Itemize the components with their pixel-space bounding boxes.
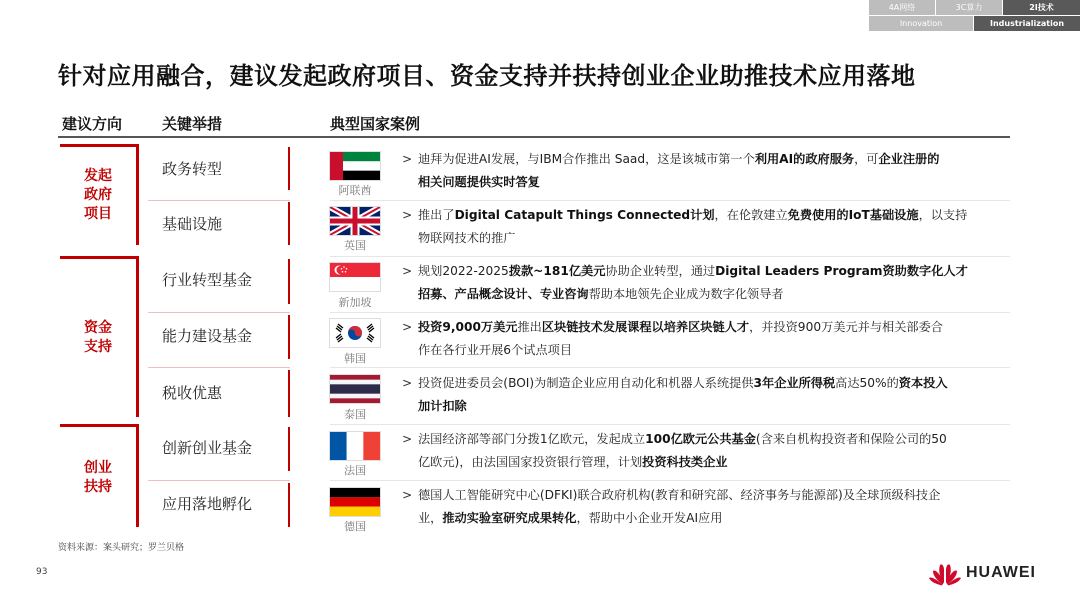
case-segment: 德国人工智能研究中心(DFKI)联合政府机构(教育和研究部、经济事务与能源部)及全球顶级科技企 (418, 488, 941, 502)
header-divider (58, 136, 1010, 138)
case-line (402, 339, 1014, 362)
case-segment: 物联网技术的推广 (418, 231, 516, 245)
case-segment: 高达50%的 (835, 376, 899, 390)
measure-label: 行业转型基金 (162, 271, 253, 289)
case-highlight: Digital Catapult Things Connected计划 (454, 208, 715, 222)
measure-label: 应用落地孵化 (162, 495, 253, 513)
case-highlight: 免费使用的IoT基础设施 (787, 208, 919, 222)
case-line (402, 316, 1014, 339)
bullet-arrow-icon: > (402, 320, 413, 334)
case-highlight: 企业注册的 (878, 152, 940, 166)
case-text (402, 260, 1014, 306)
group-label: 创业 扶持 (84, 460, 112, 495)
case-highlight: 100亿欧元公共基金 (645, 432, 756, 446)
measure-label: 税收优惠 (162, 384, 223, 402)
case-text (402, 484, 1014, 530)
country-label: 阿联酋 (338, 184, 372, 197)
case-segment: ，可 (854, 152, 879, 166)
case-segment: 协助企业转型，通过 (605, 264, 716, 278)
group-government (60, 147, 139, 245)
measure-cell (148, 259, 290, 304)
case-line (402, 260, 1014, 283)
huawei-petal-icon (928, 560, 962, 586)
case-segment: ，在伦敦建立 (714, 208, 788, 222)
nav-tab-4a[interactable]: 4A网络 (869, 0, 935, 15)
case-line (402, 484, 1014, 507)
country-label: 泰国 (344, 408, 366, 421)
case-text (402, 316, 1014, 362)
country-label: 新加坡 (338, 296, 372, 309)
case-segment: 作在各行业开展6个试点项目 (418, 343, 573, 357)
row-divider (148, 200, 290, 201)
case-segment: 业， (418, 511, 443, 525)
nav-row-bottom (868, 16, 1080, 31)
measure-label: 创新创业基金 (162, 439, 253, 457)
case-segment: (含来自机构投资者和保险公司的50 (755, 432, 947, 446)
row-divider (148, 367, 290, 368)
header-cases: 典型国家案例 (330, 115, 421, 133)
case-text (402, 204, 1014, 250)
bullet-arrow-icon: > (402, 264, 413, 278)
case-line (402, 451, 1014, 474)
country-label: 英国 (344, 239, 366, 252)
case-divider (330, 424, 1010, 425)
row-divider (148, 312, 290, 313)
case-segment: 推出 (517, 320, 542, 334)
case-segment: 规划2022-2025 (418, 264, 509, 278)
group-startup (60, 427, 139, 527)
case-segment: 亿欧元)，由法国国家投资银行管理，计划 (418, 455, 643, 469)
case-line (402, 372, 1014, 395)
case-highlight: 加计扣除 (418, 399, 467, 413)
case-highlight: 资本投入 (898, 376, 948, 390)
case-highlight: 投资科技类企业 (642, 455, 728, 469)
case-highlight: 相关问题提供实时答复 (418, 175, 540, 189)
case-highlight: 推动实验室研究成果转化 (442, 511, 577, 525)
singapore-flag-icon (330, 263, 380, 291)
case-segment: 帮助本地领先企业成为数字化领导者 (588, 287, 784, 301)
header-measures: 关键举措 (162, 115, 223, 133)
case-line (402, 204, 1014, 227)
case-highlight: 利用AI的政府服务 (754, 152, 855, 166)
measure-cell (148, 315, 290, 359)
nav-row-top (868, 0, 1080, 15)
case-highlight: 3年企业所得税 (753, 376, 836, 390)
case-segment: 法国经济部等部门分拨1亿欧元，发起成立 (418, 432, 646, 446)
country-label: 德国 (344, 520, 366, 533)
uk-flag-icon (330, 207, 380, 235)
case-line (402, 171, 1014, 194)
case-divider (330, 480, 1010, 481)
france-flag-icon (330, 432, 380, 460)
case-divider (330, 200, 1010, 201)
case-line (402, 227, 1014, 250)
measure-cell (148, 483, 290, 527)
group-label: 资金 支持 (84, 320, 112, 355)
group-label: 发起 政府 项目 (84, 168, 112, 222)
case-highlight: 招募、产品概念设计、专业咨询 (418, 287, 589, 301)
source-note: 资料来源：案头研究；罗兰贝格 (58, 543, 185, 553)
bullet-arrow-icon: > (402, 488, 413, 502)
uae-flag-icon (330, 152, 380, 180)
case-segment: ，以支持 (918, 208, 968, 222)
nav-tab-innovation[interactable]: Innovation (869, 16, 973, 31)
section-nav (868, 0, 1080, 32)
case-segment: 迪拜为促进AI发展，与IBM合作推出 Saad，这是该城市第一个 (418, 152, 755, 166)
case-line (402, 428, 1014, 451)
huawei-logo (928, 560, 1048, 586)
case-line (402, 283, 1014, 306)
bullet-arrow-icon: > (402, 432, 413, 446)
case-line (402, 395, 1014, 418)
nav-tab-2i[interactable]: 2I技术 (1003, 0, 1080, 15)
case-text (402, 372, 1014, 418)
case-line (402, 148, 1014, 171)
case-text (402, 428, 1014, 474)
bullet-arrow-icon: > (402, 152, 413, 166)
korea-flag-icon (330, 319, 380, 347)
case-highlight: 投资9,000万美元 (418, 320, 518, 334)
row-divider (148, 480, 290, 481)
page-number: 93 (36, 567, 48, 577)
case-segment: ，帮助中小企业开发AI应用 (576, 511, 723, 525)
measure-label: 基础设施 (162, 215, 223, 233)
page-title: 针对应用融合，建议发起政府项目、资金支持并扶持创业企业助推技术应用落地 (58, 62, 916, 90)
measure-cell (148, 147, 290, 190)
measure-cell (148, 427, 290, 471)
case-text (402, 148, 1014, 194)
measure-label: 政务转型 (162, 160, 223, 178)
case-highlight: 区块链技术发展课程以培养区块链人才 (541, 320, 750, 334)
country-label: 法国 (344, 464, 366, 477)
case-highlight: 拨款~181亿美元 (508, 264, 606, 278)
group-funding (60, 259, 139, 417)
nav-tab-3c[interactable]: 3C算力 (936, 0, 1002, 15)
case-segment: 投资促进委员会(BOI)为制造企业应用自动化和机器人系统提供 (418, 376, 754, 390)
bullet-arrow-icon: > (402, 376, 413, 390)
case-segment: ，并投资900万美元并与相关部委合 (749, 320, 943, 334)
measure-label: 能力建设基金 (162, 327, 253, 345)
thailand-flag-icon (330, 375, 380, 403)
country-label: 韩国 (344, 352, 366, 365)
case-divider (330, 312, 1010, 313)
case-segment: 推出了 (418, 208, 455, 222)
case-divider (330, 367, 1010, 368)
measure-cell (148, 370, 290, 417)
germany-flag-icon (330, 488, 380, 516)
measure-cell (148, 202, 290, 245)
case-highlight: Digital Leaders Program资助数字化人才 (715, 264, 968, 278)
header-direction: 建议方向 (62, 115, 123, 133)
nav-tab-industrialization[interactable]: Industrialization (974, 16, 1080, 31)
bullet-arrow-icon: > (402, 208, 413, 222)
case-line (402, 507, 1014, 530)
case-divider (330, 256, 1010, 257)
logo-wordmark: HUAWEI (966, 564, 1036, 581)
